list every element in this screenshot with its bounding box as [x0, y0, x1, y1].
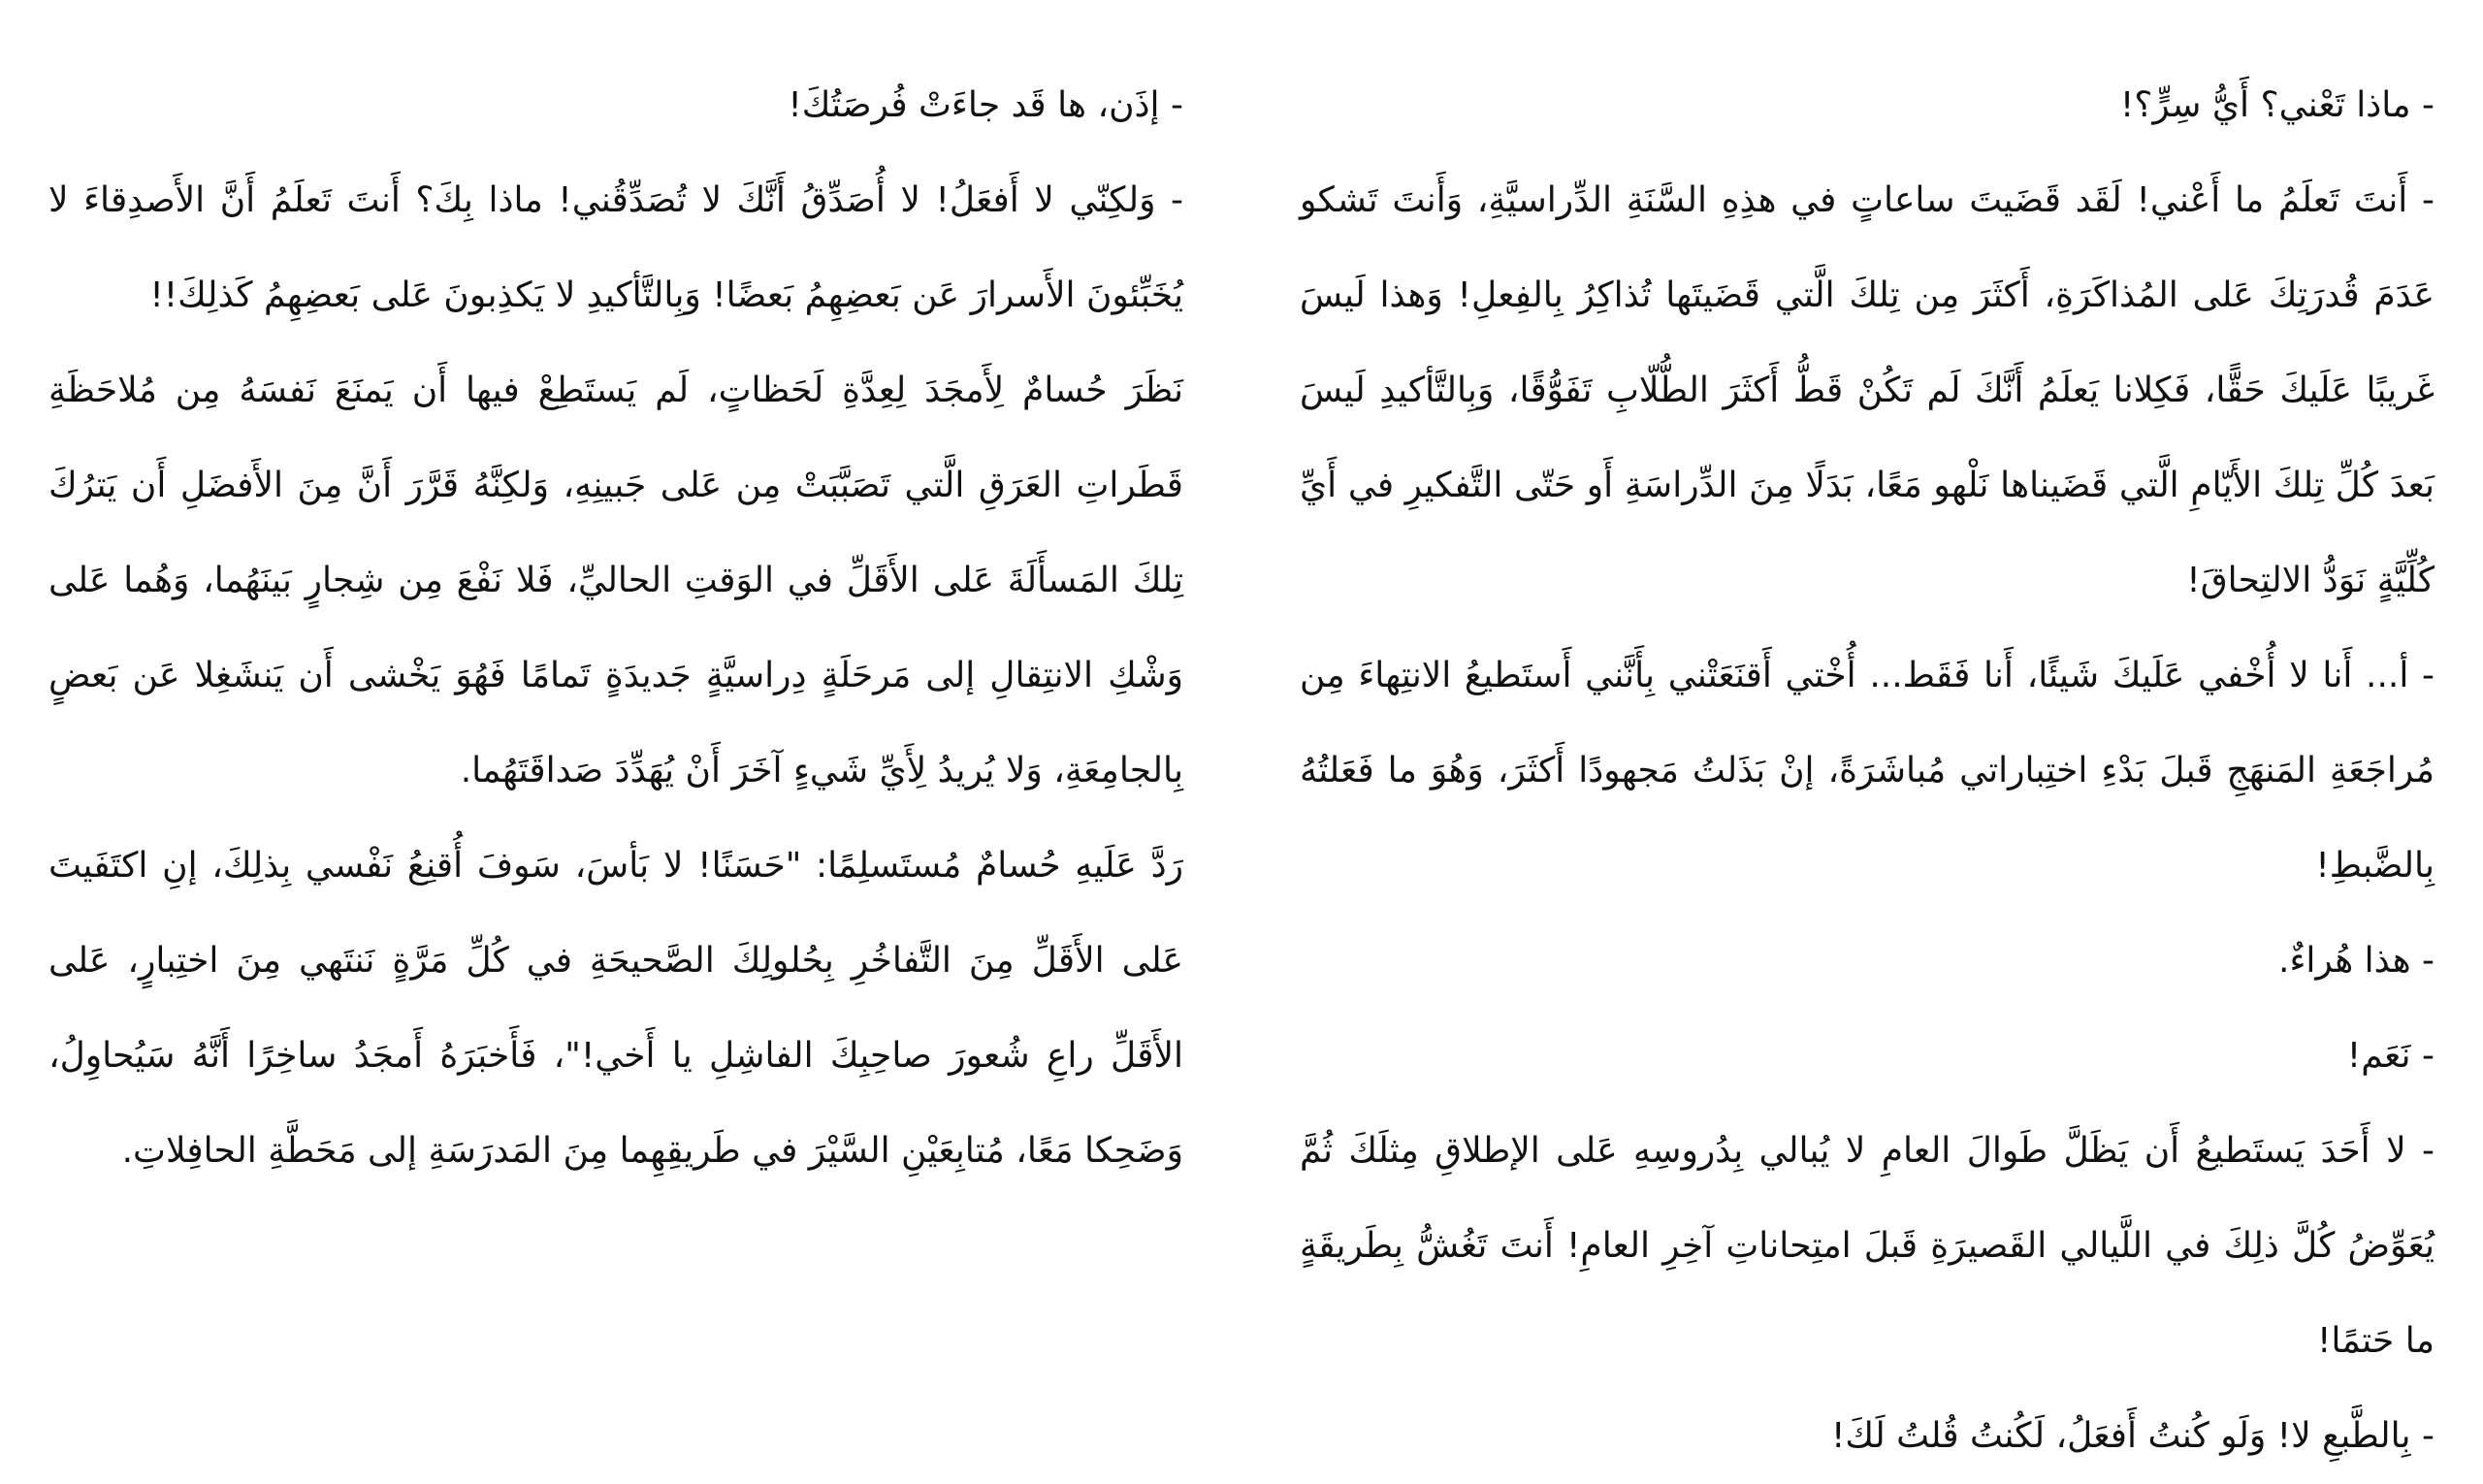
- dialogue-line: - وَلكِنّي لا أَفعَلُ! لا أُصَدِّقُ أَنَّكَ لا تُصَدِّقُني! ماذا بِكَ؟ أَنتَ تَعلَمُ أَنَّ الأَصدِقاءَ لا يُخَبِّئونَ الأَسرارَ عَن بَعضِهِمُ بَعضًا! وَبِالتَّأكيدِ لا يَكذِبونَ عَلى بَعضِهِمُ كَذلِكَ!!: [48, 153, 1183, 343]
- dialogue-line: - بِالطَّبعِ لا! وَلَو كُنتُ أَفعَلُ، لَكُنتُ قُلتُ لَكَ!: [1300, 1389, 2435, 1484]
- dialogue-line: - أَنتَ تَعلَمُ ما أَعْني! لَقَد قَضَيتَ ساعاتٍ في هذِهِ السَّنَةِ الدِّراسيَّةِ، وَأَنتَ تَشكو عَدَمَ قُدرَتِكَ عَلى المُذاكَرَةِ، أَكثَرَ مِن تِلكَ الَّتي قَضَيتَها تُذاكِرُ بِالفِعلِ! وَهذا لَيسَ غَريبًا عَلَيكَ حَقًّا، فَكِلانا يَعلَمُ أَنَّكَ لَم تَكُنْ قَطُّ أَكثَرَ الطُّلّابِ تَفَوُّقًا، وَبِالتَّأكيدِ لَيسَ بَعدَ كُلِّ تِلكَ الأَيّامِ الَّتي قَضَيناها نَلْهو مَعًا، بَدَلًا مِنَ الدِّراسَةِ أَو حَتّى التَّفكيرِ في أَيِّ كُلِّيَّةٍ نَوَدُّ الالتِحاقَ!: [1300, 153, 2435, 629]
- right-text-column: [1300, 58, 2435, 1456]
- left-text-column: [48, 58, 1183, 1358]
- narration-paragraph: رَدَّ عَلَيهِ حُسامٌ مُستَسلِمًا: "حَسَنًا! لا بَأسَ، سَوفَ أُقنِعُ نَفْسي بِذلِكَ، إنِ اكتَفَيتَ عَلى الأَقَلِّ مِنَ التَّفاخُرِ بِحُلولِكَ الصَّحيحَةِ في كُلِّ مَرَّةٍ نَنتَهي مِنَ اختِبارٍ، عَلى الأَقَلِّ راعِ شُعورَ صاحِبِكَ الفاشِلِ يا أَخي!"، فَأَخبَرَهُ أَمجَدُ ساخِرًا أَنَّهُ سَيُحاوِلُ، وَضَحِكا مَعًا، مُتابِعَيْنِ السَّيْرَ في طَريقِهِما مِنَ المَدرَسَةِ إلى مَحَطَّةِ الحافِلاتِ.: [48, 846, 1183, 1171]
- dialogue-line: - إذَن، ها قَد جاءَتْ فُرصَتُكَ!: [48, 58, 1183, 153]
- dialogue-line: - ماذا تَعْني؟ أَيُّ سِرٍّ؟!: [1300, 58, 2435, 153]
- dialogue-line: - لا أَحَدَ يَستَطيعُ أَن يَظَلَّ طَوالَ العامِ لا يُبالي بِدُروسِهِ عَلى الإطلاقِ مِثلَكَ ثُمَّ يُعَوِّضُ كُلَّ ذلِكَ في اللَّيالي القَصيرَةِ قَبلَ امتِحاناتِ آخِرِ العامِ! أَنتَ تَغُشُّ بِطَريقَةٍ ما حَتمًا!: [1300, 1104, 2435, 1389]
- dialogue-line: - أ... أَنا لا أُخْفي عَلَيكَ شَيئًا، أَنا فَقَط... أُخْتي أَقنَعَتْني بِأَنَّني أَستَطيعُ الانتِهاءَ مِن مُراجَعَةِ المَنهَجِ قَبلَ بَدْءِ اختِباراتي مُباشَرَةً، إنْ بَذَلتُ مَجهودًا أَكثَرَ، وَهُوَ ما فَعَلتُهُ بِالضَّبطِ!: [1300, 629, 2435, 914]
- dialogue-line: - نَعَم!: [1300, 1009, 2435, 1104]
- dialogue-line: - هذا هُراءٌ.: [1300, 914, 2435, 1009]
- narration-paragraph: نَظَرَ حُسامٌ لِأَمجَدَ لِعِدَّةِ لَحَظاتٍ، لَم يَستَطِعْ فيها أَن يَمنَعَ نَفسَهُ مِن مُلاحَظَةِ قَطَراتِ العَرَقِ الَّتي تَصَبَّبَتْ مِن عَلى جَبينِهِ، وَلكِنَّهُ قَرَّرَ أَنَّ مِنَ الأَفضَلِ أَن يَترُكَ تِلكَ المَسأَلَةَ عَلى الأَقَلِّ في الوَقتِ الحاليِّ، فَلا نَفْعَ مِن شِجارٍ بَينَهُما، وَهُما عَلى وَشْكِ الانتِقالِ إلى مَرحَلَةٍ دِراسيَّةٍ جَديدَةٍ تَمامًا فَهُوَ يَخْشى أَن يَنشَغِلا عَن بَعضٍ بِالجامِعَةِ، وَلا يُريدُ لِأَيِّ شَيءٍ آخَرَ أَنْ يُهَدِّدَ صَداقَتَهُما.: [48, 371, 1183, 790]
